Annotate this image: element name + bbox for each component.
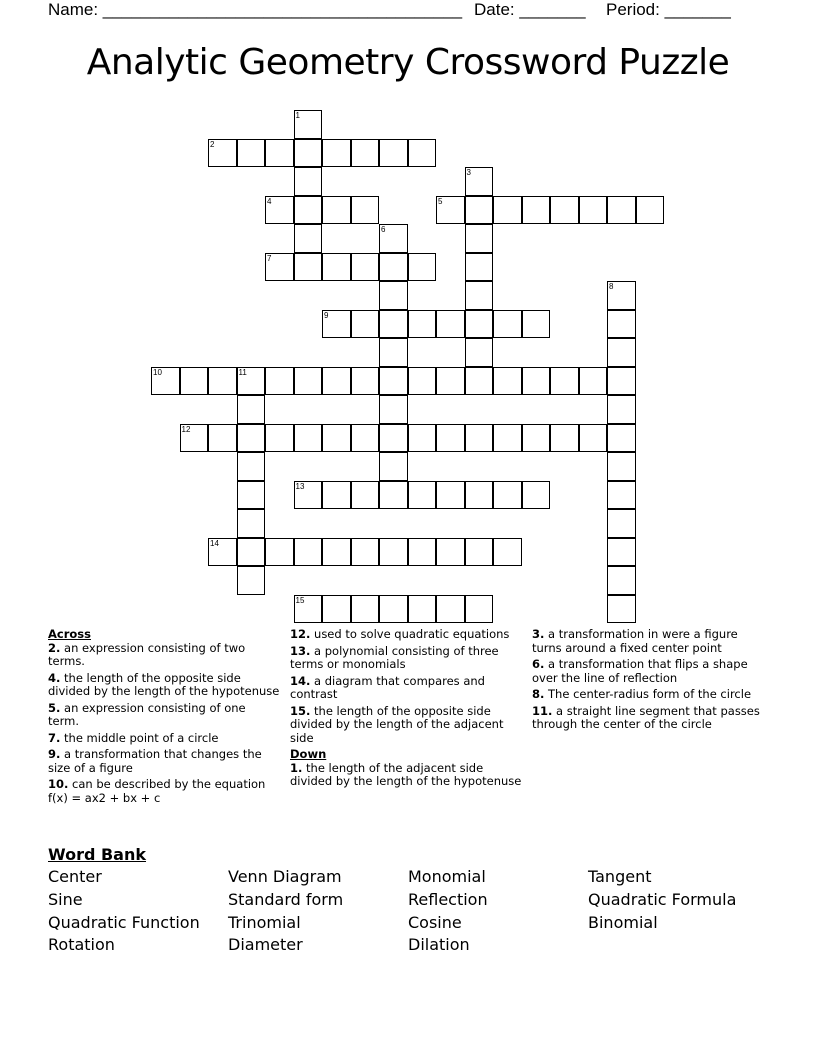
grid-cell[interactable]: [522, 424, 551, 453]
grid-cell[interactable]: [465, 167, 494, 196]
clue-number: 9.: [48, 747, 61, 761]
clue-number: 2.: [48, 640, 61, 655]
grid-cell[interactable]: [493, 310, 522, 339]
clue-text: an expression consisting of two terms.: [48, 640, 246, 668]
grid-cell[interactable]: [351, 424, 380, 453]
grid-cell[interactable]: [379, 281, 408, 310]
grid-cell[interactable]: [408, 481, 437, 510]
down-clue-6: [532, 658, 764, 685]
grid-cell[interactable]: [579, 424, 608, 453]
grid-cell[interactable]: [408, 538, 437, 567]
clue-text: a transformation in were a figure turns around a fixed center point: [532, 627, 738, 655]
grid-cell[interactable]: [322, 196, 351, 225]
grid-cell[interactable]: [522, 310, 551, 339]
clue-text: the length of the opposite side divided by the length of the adjacent side: [290, 703, 504, 745]
grid-cell[interactable]: [237, 481, 266, 510]
down-clue-1: [290, 762, 522, 789]
grid-cell[interactable]: [607, 367, 636, 396]
clue-text: used to solve quadratic equations: [310, 627, 510, 641]
clue-number: 8.: [532, 687, 545, 701]
grid-cell[interactable]: [379, 481, 408, 510]
word-bank-item: Quadratic Function: [48, 913, 200, 932]
word-bank-item: Sine: [48, 890, 83, 909]
word-bank-item: Monomial: [408, 867, 486, 886]
across-clue-5: [48, 702, 280, 729]
clue-number: 15: [295, 595, 305, 605]
clues-column-2: [290, 628, 522, 792]
grid-cell[interactable]: [550, 424, 579, 453]
grid-cell[interactable]: [465, 253, 494, 282]
grid-cell[interactable]: [465, 424, 494, 453]
date-field[interactable]: Date: _______: [474, 0, 586, 19]
clue-number: 14: [210, 538, 219, 548]
grid-cell[interactable]: [265, 424, 294, 453]
grid-cell[interactable]: [294, 367, 323, 396]
clue-text: a polynomial consisting of three terms or monomials: [290, 643, 499, 671]
grid-cell[interactable]: [607, 566, 636, 595]
grid-cell[interactable]: [636, 196, 665, 225]
grid-cell[interactable]: [465, 338, 494, 367]
grid-cell[interactable]: [379, 424, 408, 453]
clue-number: 6: [381, 225, 386, 234]
across-clue-4: [48, 672, 280, 699]
clue-text: can be described by the equation f(x) = ax2 + bx + c: [48, 777, 266, 805]
grid-cell[interactable]: [408, 424, 437, 453]
grid-cell[interactable]: [493, 196, 522, 225]
grid-cell[interactable]: [408, 139, 437, 168]
grid-cell[interactable]: [294, 196, 323, 225]
clue-number: 5: [438, 196, 443, 206]
period-field[interactable]: Period: _______: [606, 0, 731, 19]
grid-cell[interactable]: [379, 338, 408, 367]
word-bank-title: Word Bank: [48, 845, 147, 864]
grid-cell[interactable]: [208, 139, 237, 168]
grid-cell[interactable]: [208, 538, 237, 567]
grid-cell[interactable]: [237, 395, 266, 424]
word-bank-item: Binomial: [588, 913, 658, 932]
grid-cell[interactable]: [607, 196, 636, 225]
grid-cell[interactable]: [550, 367, 579, 396]
grid-cell[interactable]: [294, 139, 323, 168]
grid-cell[interactable]: [294, 167, 323, 196]
grid-cell[interactable]: [379, 367, 408, 396]
clues-column-1: [48, 628, 280, 808]
grid-cell[interactable]: [294, 424, 323, 453]
grid-cell[interactable]: [208, 367, 237, 396]
grid-cell[interactable]: [607, 452, 636, 481]
word-bank-item: Cosine: [408, 913, 462, 932]
grid-cell[interactable]: [607, 538, 636, 567]
grid-cell[interactable]: [237, 424, 266, 453]
clue-number: 2: [210, 139, 215, 149]
grid-cell[interactable]: [436, 196, 465, 225]
down-clue-3: [532, 628, 764, 655]
across-clue-12: [290, 628, 522, 642]
grid-cell[interactable]: [265, 139, 294, 168]
grid-cell[interactable]: [294, 110, 323, 139]
clue-number: 10: [153, 367, 162, 377]
grid-cell[interactable]: [550, 196, 579, 225]
word-bank-item: Reflection: [408, 890, 488, 909]
grid-cell[interactable]: [465, 310, 494, 339]
grid-cell[interactable]: [237, 367, 266, 396]
grid-cell[interactable]: [607, 481, 636, 510]
across-clue-14: [290, 675, 522, 702]
grid-cell[interactable]: [379, 224, 408, 253]
across-heading: Across: [48, 627, 91, 641]
clue-number: 9: [324, 310, 329, 320]
grid-cell[interactable]: [493, 424, 522, 453]
clue-text: a transformation that flips a shape over the line of reflection: [532, 657, 748, 685]
word-bank-item: Quadratic Formula: [588, 890, 737, 909]
grid-cell[interactable]: [237, 509, 266, 538]
grid-cell[interactable]: [436, 595, 465, 624]
grid-cell[interactable]: [436, 424, 465, 453]
grid-cell[interactable]: [237, 139, 266, 168]
clue-number: 1.: [290, 760, 303, 775]
grid-cell[interactable]: [351, 139, 380, 168]
down-heading: Down: [290, 747, 327, 761]
grid-cell[interactable]: [351, 196, 380, 225]
grid-cell[interactable]: [465, 367, 494, 396]
grid-cell[interactable]: [408, 595, 437, 624]
clue-number: 11.: [532, 703, 553, 718]
across-clue-9: [48, 748, 280, 775]
clue-text: the length of the opposite side divided by the length of the hypotenuse: [48, 670, 280, 698]
grid-cell[interactable]: [322, 310, 351, 339]
grid-cell[interactable]: [493, 367, 522, 396]
grid-cell[interactable]: [408, 310, 437, 339]
clue-text: The center-radius form of the circle: [544, 687, 752, 701]
across-clue-2: [48, 642, 280, 669]
grid-cell[interactable]: [436, 538, 465, 567]
grid-cell[interactable]: [607, 281, 636, 310]
clue-number: 14.: [290, 673, 311, 688]
grid-cell[interactable]: [322, 253, 351, 282]
clue-text: an expression consisting of one term.: [48, 700, 246, 728]
grid-cell[interactable]: [522, 367, 551, 396]
grid-cell[interactable]: [351, 595, 380, 624]
grid-cell[interactable]: [180, 424, 209, 453]
clue-number: 5.: [48, 700, 61, 715]
grid-cell[interactable]: [465, 538, 494, 567]
word-bank-item: Diameter: [228, 935, 303, 954]
grid-cell[interactable]: [465, 224, 494, 253]
clue-number: 12.: [290, 627, 311, 641]
clue-number: 7.: [48, 730, 61, 745]
grid-cell[interactable]: [322, 595, 351, 624]
grid-cell[interactable]: [294, 224, 323, 253]
grid-cell[interactable]: [180, 367, 209, 396]
clue-number: 1: [295, 111, 300, 120]
grid-cell[interactable]: [408, 253, 437, 282]
word-bank-item: Venn Diagram: [228, 867, 342, 886]
word-bank-item: Center: [48, 867, 102, 886]
clue-number: 8: [609, 282, 614, 291]
grid-cell[interactable]: [322, 424, 351, 453]
grid-cell[interactable]: [322, 139, 351, 168]
clue-number: 4.: [48, 670, 61, 685]
grid-cell[interactable]: [607, 338, 636, 367]
grid-cell[interactable]: [322, 367, 351, 396]
grid-cell[interactable]: [436, 310, 465, 339]
word-bank-item: Rotation: [48, 935, 115, 954]
word-bank-item: Dilation: [408, 935, 470, 954]
across-clue-7: [48, 732, 280, 746]
grid-cell[interactable]: [607, 310, 636, 339]
clue-number: 3: [466, 168, 471, 177]
clue-text: the length of the adjacent side divided by the length of the hypotenuse: [290, 760, 522, 788]
grid-cell[interactable]: [465, 281, 494, 310]
word-bank-item: Trinomial: [228, 913, 301, 932]
word-bank-item: Standard form: [228, 890, 344, 909]
clue-number: 7: [267, 253, 272, 263]
name-field[interactable]: Name: ______________________________________: [48, 0, 463, 19]
grid-cell[interactable]: [294, 481, 323, 510]
grid-cell[interactable]: [493, 538, 522, 567]
grid-cell[interactable]: [351, 310, 380, 339]
clue-text: the middle point of a circle: [60, 730, 219, 745]
grid-cell[interactable]: [465, 196, 494, 225]
grid-cell[interactable]: [351, 367, 380, 396]
grid-cell[interactable]: [351, 253, 380, 282]
clue-number: 4: [267, 196, 272, 206]
grid-cell[interactable]: [379, 452, 408, 481]
clue-text: a diagram that compares and contrast: [290, 673, 485, 701]
grid-cell[interactable]: [379, 538, 408, 567]
clue-number: 11: [238, 367, 247, 377]
grid-cell[interactable]: [151, 367, 180, 396]
grid-cell[interactable]: [265, 253, 294, 282]
across-clue-13: [290, 645, 522, 672]
grid-cell[interactable]: [579, 367, 608, 396]
grid-cell[interactable]: [522, 196, 551, 225]
grid-cell[interactable]: [237, 538, 266, 567]
clue-number: 3.: [532, 627, 545, 641]
grid-cell[interactable]: [265, 367, 294, 396]
grid-cell[interactable]: [322, 538, 351, 567]
grid-cell[interactable]: [294, 595, 323, 624]
grid-cell[interactable]: [522, 481, 551, 510]
grid-cell[interactable]: [351, 481, 380, 510]
down-clue-11: [532, 705, 764, 732]
grid-cell[interactable]: [379, 253, 408, 282]
across-clue-10: [48, 778, 280, 805]
page-title: Analytic Geometry Crossword Puzzle: [86, 42, 730, 83]
clue-number: 10.: [48, 777, 69, 791]
clue-number: 12: [181, 424, 191, 434]
clue-text: a transformation that changes the size of a figure: [48, 747, 262, 775]
grid-cell[interactable]: [607, 395, 636, 424]
grid-cell[interactable]: [379, 395, 408, 424]
clues-column-3: [532, 628, 764, 735]
clue-number: 13.: [290, 643, 311, 658]
grid-cell[interactable]: [436, 481, 465, 510]
grid-cell[interactable]: [408, 367, 437, 396]
grid-cell[interactable]: [265, 196, 294, 225]
clue-number: 6.: [532, 657, 545, 671]
grid-cell[interactable]: [607, 595, 636, 624]
down-clue-8: [532, 688, 764, 702]
grid-cell[interactable]: [436, 367, 465, 396]
grid-cell[interactable]: [322, 481, 351, 510]
grid-cell[interactable]: [379, 310, 408, 339]
grid-cell[interactable]: [351, 538, 380, 567]
word-bank-item: Tangent: [588, 867, 652, 886]
grid-cell[interactable]: [265, 538, 294, 567]
grid-cell[interactable]: [493, 481, 522, 510]
grid-cell[interactable]: [607, 509, 636, 538]
grid-cell[interactable]: [379, 595, 408, 624]
grid-cell[interactable]: [465, 481, 494, 510]
across-clue-15: [290, 705, 522, 746]
grid-cell[interactable]: [579, 196, 608, 225]
grid-cell[interactable]: [237, 566, 266, 595]
grid-cell[interactable]: [294, 538, 323, 567]
clue-text: a straight line segment that passes through the center of the circle: [532, 703, 760, 731]
clue-number: 13: [295, 481, 305, 491]
clue-number: 15.: [290, 703, 311, 718]
grid-cell[interactable]: [465, 595, 494, 624]
grid-cell[interactable]: [237, 452, 266, 481]
grid-cell[interactable]: [294, 253, 323, 282]
grid-cell[interactable]: [607, 424, 636, 453]
grid-cell[interactable]: [208, 424, 237, 453]
grid-cell[interactable]: [379, 139, 408, 168]
